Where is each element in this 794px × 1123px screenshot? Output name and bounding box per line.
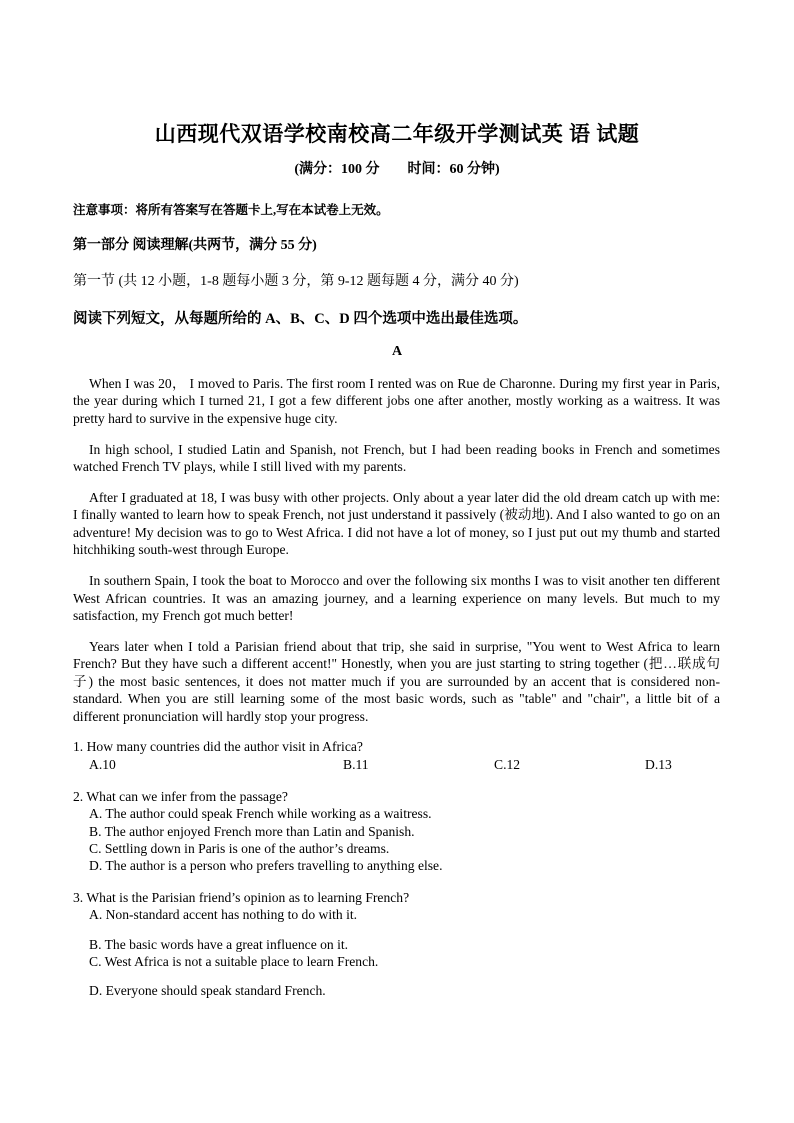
exam-title: 山西现代双语学校南校高二年级开学测试英 语 试题 [154, 122, 640, 146]
passage-body [73, 375, 720, 1014]
option-b: B. The basic words have a great influence on it. [89, 936, 349, 952]
question-stem: 3. What is the Parisian friend’s opinion as to learning French? [73, 889, 410, 905]
option-c: C.12 [494, 756, 521, 772]
question-3 [73, 889, 720, 1000]
question-stem: 2. What can we infer from the passage? [73, 788, 288, 804]
option-c: C. West Africa is not a suitable place to learn French. [89, 954, 379, 970]
exam-subtitle: (满分：100 分 时间：60 分钟) [294, 162, 500, 177]
option-c: C. Settling down in Paris is one of the author’s dreams. [89, 841, 390, 857]
part-heading: 第一部分 阅读理解(共两节，满分 55 分) [73, 238, 317, 253]
option-a: A.10 [89, 756, 116, 772]
question-2 [73, 788, 720, 875]
option-a: A. The author could speak French while working as a waitress. [89, 806, 432, 822]
passage-paragraph: When I was 20， I moved to Paris. The first room I rented was on Rue de Charonne. During my first year in Paris, the year during which I turned 21, I got a few different jobs one after another, mostly working as a waitress. It was pretty hard to survive in the expensive huge city. [73, 376, 720, 426]
options-row [89, 756, 720, 774]
passage-paragraph: After I graduated at 18, I was busy with other projects. Only about a year later did the old dream catch up with me: I finally wanted to learn how to speak French, not just understand it passively (被动地). And I also wanted to go on an adventure! My decision was to go to West Africa. I did not have a lot of money, so I just put out my thumb and started hitchhiking south-west through Europe. [73, 490, 720, 558]
section-heading: 第一节 (共 12 小题，1-8 题每小题 3 分，第 9-12 题每题 4 分，满分 40 分) [73, 274, 519, 289]
option-a: A. Non-standard accent has nothing to do with it. [89, 907, 358, 923]
passage-label: A [391, 344, 403, 359]
passage-paragraph: Years later when I told a Parisian friend about that trip, she said in surprise, "You went to West Africa to learn French? But they have such a different accent!" Honestly, when you are just starting to string together (把…联成句子) the most basic sentences, it does not matter much if you are surrounded by an accent that is considered non-standard. When you are still learning some of the most basic words, such as "table" and "chair", a little bit of a different pronunciation will hardly stop your progress. [73, 638, 720, 724]
question-1 [73, 738, 720, 773]
option-b: B. The author enjoyed French more than Latin and Spanish. [89, 823, 415, 839]
passage-paragraph: In southern Spain, I took the boat to Morocco and over the following six months I was to visit another ten different West African countries. It was an amazing journey, and a learning experience on many levels. But much to my satisfaction, my French got much better! [73, 573, 720, 623]
option-b: B.11 [343, 756, 369, 772]
passage-paragraph: In high school, I studied Latin and Spanish, not French, but I had been reading books in French and sometimes watched French TV plays, while I still lived with my parents. [73, 441, 720, 475]
option-d: D. The author is a person who prefers travelling to anything else. [89, 858, 443, 874]
option-d: D. Everyone should speak standard French. [89, 983, 326, 999]
notice-text: 注意事项：将所有答案写在答题卡上,写在本试卷上无效。 [73, 203, 389, 217]
instruction-text: 阅读下列短文，从每题所给的 A、B、C、D 四个选项中选出最佳选项。 [73, 311, 528, 327]
option-d: D.13 [645, 756, 672, 772]
question-stem: 1. How many countries did the author visit in Africa? [73, 739, 363, 755]
